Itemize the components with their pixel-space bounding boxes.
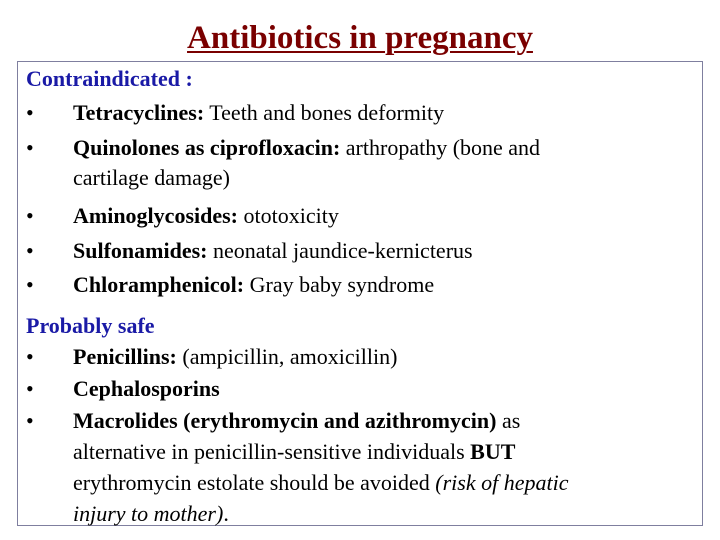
drug-effect: arthropathy (bone and xyxy=(340,135,541,160)
drug-name: Sulfonamides: xyxy=(73,238,208,263)
drug-name: Macrolides (erythromycin and azithromycin) xyxy=(73,408,497,433)
bullet: • xyxy=(26,376,34,401)
drug-name: Quinolones as ciprofloxacin: xyxy=(73,135,341,160)
drug-effect-cont: erythromycin estolate should be avoided xyxy=(73,470,436,495)
drug-effect-cont: alternative in penicillin-sensitive individuals xyxy=(73,439,471,464)
section-heading-probably-safe: Probably safe xyxy=(26,313,155,338)
bullet: • xyxy=(26,203,34,228)
slide-title-text: Antibiotics in pregnancy xyxy=(187,20,533,56)
bullet: • xyxy=(26,135,34,160)
bullet: • xyxy=(26,272,34,297)
list-item xyxy=(26,133,686,193)
period: . xyxy=(223,501,229,526)
bullet: • xyxy=(26,100,34,125)
section-heading-contraindicated: Contraindicated : xyxy=(26,66,193,91)
drug-effect: (ampicillin, amoxicillin) xyxy=(176,344,398,369)
bullet: • xyxy=(26,238,34,263)
drug-effect: Teeth and bones deformity xyxy=(204,100,445,125)
list-item xyxy=(26,405,686,530)
bullet: • xyxy=(26,344,34,369)
slide-title xyxy=(0,18,720,58)
drug-effect: Gray baby syndrome xyxy=(244,272,435,297)
drug-effect-cont: cartilage damage) xyxy=(73,165,230,190)
drug-name: Penicillins: xyxy=(73,344,177,369)
risk-note-cont: injury to mother) xyxy=(73,501,224,526)
drug-name: Tetracyclines: xyxy=(73,100,205,125)
risk-note: (risk of hepatic xyxy=(435,470,569,495)
drug-name: Chloramphenicol: xyxy=(73,272,245,297)
drug-effect: neonatal jaundice-kernicterus xyxy=(207,238,473,263)
bullet: • xyxy=(26,408,34,433)
drug-name: Aminoglycosides: xyxy=(73,203,238,228)
drug-name: Cephalosporins xyxy=(73,376,220,401)
drug-effect: ototoxicity xyxy=(238,203,339,228)
emphasis-but: BUT xyxy=(470,439,516,464)
drug-effect: as xyxy=(496,408,521,433)
